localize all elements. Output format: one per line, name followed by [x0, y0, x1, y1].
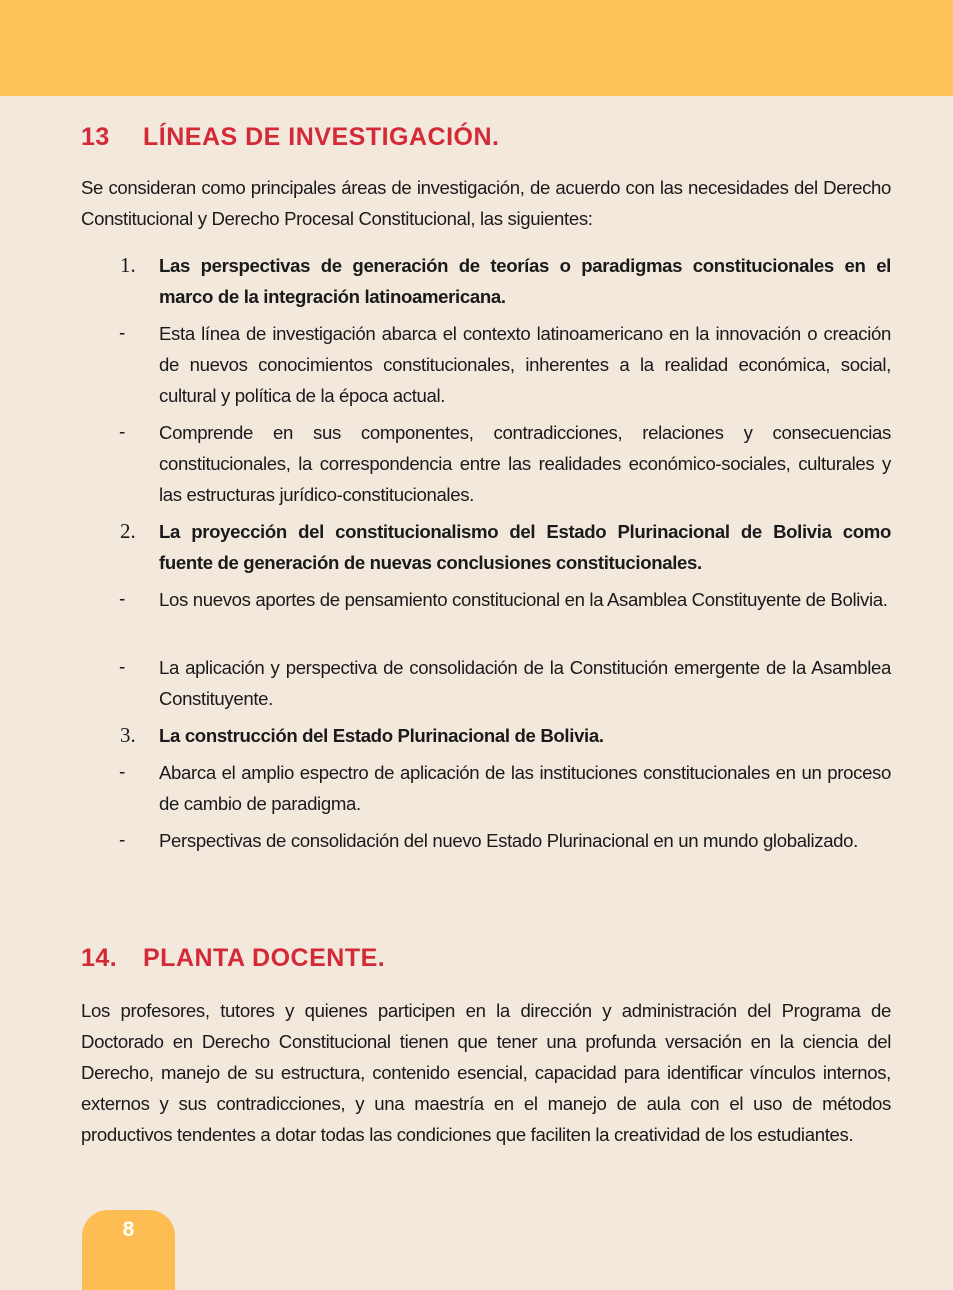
list-marker: 3. [120, 723, 136, 747]
section-13-title: LÍNEAS DE INVESTIGACIÓN. [143, 123, 500, 151]
list-item-bullet [81, 652, 891, 714]
section-14-title: PLANTA DOCENTE. [143, 944, 386, 972]
list-item-bullet [81, 417, 891, 510]
list-item-bullet [81, 318, 891, 411]
list-marker: 1. [120, 253, 136, 277]
list-marker: - [119, 589, 126, 610]
list-marker: - [119, 830, 126, 851]
list-text: La aplicación y perspectiva de consolidación de la Constitución emergente de la Asamblea Constituyente. [159, 657, 891, 709]
section-14-body: Los profesores, tutores y quienes participen en la dirección y administración del Programa de Doctorado en Derecho Constitucional tienen que tener una profunda versación en la ciencia del Derecho, manejo de su estructura, contenido esencial, capacidad para identificar vínculos internos, externos y sus contradicciones, y una maestría en el manejo de aula con el uso de métodos productivos tendentes a dotar todas las condiciones que faciliten la creatividad de los estudiantes. [81, 1000, 891, 1145]
list-text: Esta línea de investigación abarca el contexto latinoamericano en la innovación o creación de nuevos conocimientos constitucionales, inherentes a la realidad económica, social, cultural y política de la época actual. [159, 323, 891, 406]
list-item-bullet [81, 584, 891, 615]
list-marker: - [119, 323, 126, 344]
list-text: Los nuevos aportes de pensamiento constitucional en la Asamblea Constituyente de Bolivia. [159, 589, 888, 610]
list-text: Comprende en sus componentes, contradicciones, relaciones y consecuencias constitucionales, la correspondencia entre las realidades económico-sociales, culturales y las estructuras jurídico-constitucionales. [159, 422, 891, 505]
list-item-1 [81, 250, 891, 312]
list-item-bullet [81, 825, 891, 856]
header-bar [0, 0, 953, 96]
list-text: Perspectivas de consolidación del nuevo Estado Plurinacional en un mundo globalizado. [159, 830, 858, 851]
list-text: La proyección del constitucionalismo del Estado Plurinacional de Bolivia como fuente de generación de nuevas conclusiones constitucionales. [159, 521, 891, 573]
page-number: 8 [122, 1218, 135, 1241]
list-text: Abarca el amplio espectro de aplicación de las instituciones constitucionales en un proceso de cambio de paradigma. [159, 762, 891, 814]
section-14-heading [81, 944, 385, 973]
list-marker: - [119, 657, 126, 678]
list-text: La construcción del Estado Plurinacional de Bolivia. [159, 725, 604, 746]
list-text: Las perspectivas de generación de teorías o paradigmas constitucionales en el marco de la integración latinoamericana. [159, 255, 891, 307]
list-item-3 [81, 720, 891, 751]
list-marker: 2. [120, 519, 136, 543]
section-13-heading [81, 123, 499, 152]
section-13-number: 13 [81, 123, 110, 151]
section-13-intro: Se consideran como principales áreas de investigación, de acuerdo con las necesidades del Derecho Constitucional y Derecho Procesal Constitucional, las siguientes: [81, 177, 891, 229]
list-marker: - [119, 762, 126, 783]
list-marker: - [119, 422, 126, 443]
list-item-2 [81, 516, 891, 578]
section-14-number: 14. [81, 944, 118, 972]
page-number-tab [82, 1210, 175, 1290]
list-item-bullet [81, 757, 891, 819]
